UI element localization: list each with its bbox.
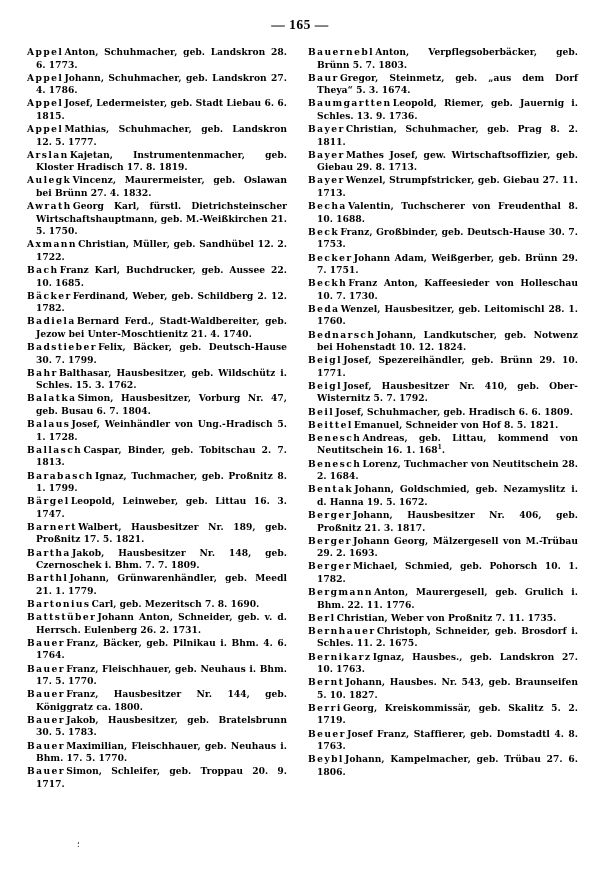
entry-surname: Battstüber (27, 612, 97, 624)
index-entry (308, 729, 578, 754)
index-entry (27, 201, 287, 239)
index-entry (27, 47, 287, 72)
entry-surname: Berger (308, 509, 352, 521)
index-entry (27, 175, 287, 200)
entry-details: Wenzel, Strumpfstricker, geb. Giebau 27. 11. 1713. (317, 175, 578, 199)
entry-details: Carl, geb. Mezeritsch 7. 8. 1690. (91, 598, 260, 610)
entry-details: Maximilian, Fleischhauer, geb. Neuhaus i. Bhm. 17. 5. 1770. (36, 740, 287, 765)
entry-details: Georg Karl, fürstl. Dietrichsteinscher Wirtschaftshauptmann, geb. M.-Weißkirchen 21. 5. 1750. (36, 201, 287, 238)
entry-surname: Bernhauer (308, 625, 376, 637)
entry-details: Johann, Goldschmied, geb. Nezamyslitz i. d. Hanna 19. 5. 1672. (317, 484, 578, 508)
entry-details: Mathes Josef, gew. Wirtschaftsoffizier, geb. Giebau 29. 8. 1713. (317, 149, 578, 174)
entry-surname: Beda (308, 303, 340, 315)
entry-surname: Appel (27, 98, 64, 110)
entry-surname: Badiela (27, 316, 76, 328)
entry-details: Johann Anton, Schneider, geb. v. d. Herrsch. Eulenberg 26. 2. 1731. (36, 612, 287, 636)
entry-details: Josef, Ledermeister, geb. Stadt Liebau 6. 6. 1815. (36, 98, 287, 122)
entry-details: Franz, Großbinder, geb. Deutsch-Hause 30. 7. 1753. (317, 226, 578, 251)
index-entry (308, 304, 578, 329)
index-entry: BeneschAndreas, geb. Littau, kommend von Neutitschein 16. 1. $168^1$. (308, 432, 578, 457)
index-entry (27, 98, 287, 123)
entry-surname: Bärgel (27, 496, 70, 508)
index-entry (308, 652, 578, 677)
entry-details: Franz, Hausbesitzer Nr. 144, geb. Königgratz ca. 1800. (36, 689, 287, 713)
entry-details: Bernard Ferd., Stadt-Waldbereiter, geb. Jezow bei Unter-Moschtienitz 21. 4. 1740. (36, 316, 287, 340)
entry-details: Felix, Bäcker, geb. Deutsch-Hause 30. 7. 1799. (36, 342, 287, 366)
index-entry (308, 278, 578, 303)
index-entry (308, 73, 578, 98)
entry-details: Wenzel, Hausbesitzer, geb. Leitomischl 28. 1. 1760. (317, 303, 578, 328)
entry-surname: Berri (308, 702, 342, 714)
index-entry (27, 150, 287, 175)
entry-surname: Baur (308, 72, 339, 84)
entry-surname: Beittel (308, 419, 353, 431)
entry-details: Josef, Spezereihändler, geb. Brünn 29. 10. 1771. (317, 355, 578, 379)
entry-details: Johann, Grünwarenhändler, geb. Meedl 21. 1. 1779. (36, 573, 287, 597)
entry-surname: Beybl (308, 754, 344, 766)
entry-details: Johann, Kampelmacher, geb. Trübau 27. 6. 1806. (317, 754, 578, 778)
index-entry (27, 419, 287, 444)
entry-surname: Bayer (308, 124, 345, 136)
entry-surname: Bayer (308, 149, 345, 161)
entry-details: Christian, Weber von Proßnitz 7. 11. 1735. (336, 612, 557, 624)
entry-details: Christian, Schuhmacher, geb. Prag 8. 2. 1811. (317, 124, 578, 148)
index-entry (27, 573, 287, 598)
entry-details: Ignaz, Hausbes., geb. Landskron 27. 10. 1763. (317, 651, 578, 676)
entry-surname: Benesch (308, 432, 362, 444)
entry-details: Franz, Bäcker, geb. Pilnikau i. Bhm. 4. 6. 1764. (36, 637, 287, 662)
index-entry (27, 715, 287, 740)
entry-surname: Bernikarz (308, 651, 372, 663)
entry-surname: Bäcker (27, 290, 72, 302)
index-entry (308, 677, 578, 702)
entry-details: Josef, Weinhändler von Ung.-Hradisch 5. 1. 1728. (36, 419, 287, 443)
index-entry (308, 420, 578, 433)
entry-surname: Beuer (308, 728, 346, 740)
index-entry (308, 587, 578, 612)
entry-details: Lorenz, Tuchmacher von Neutitschein 28. 2. 1684. (317, 458, 578, 483)
entry-surname: Becha (308, 201, 347, 213)
entry-details: Johann, Schuhmacher, geb. Landskron 27. 4. 1786. (36, 72, 287, 97)
entry-surname: Appel (27, 72, 64, 84)
index-entry (27, 522, 287, 547)
index-entry (308, 407, 578, 420)
print-artifact-mark: ؛ (77, 840, 80, 849)
entry-details: Johann, Landkutscher, geb. Notwenz bei Hohenstadt 10. 12. 1824. (317, 329, 578, 354)
entry-details: Michael, Schmied, geb. Pohorsch 10. 1. 1782. (317, 561, 578, 585)
entry-surname: Benesch (308, 458, 362, 470)
entry-surname: Bentak (308, 484, 354, 496)
entry-surname: Balatka (27, 393, 77, 405)
column-left (0, 47, 300, 792)
index-entry (308, 536, 578, 561)
entry-surname: Baumgartten (308, 98, 392, 110)
entry-surname: Bartonius (27, 598, 91, 610)
entry-surname: Berger (308, 561, 352, 573)
entry-surname: Barabasch (27, 470, 94, 482)
entry-details: Ferdinand, Weber, geb. Schildberg 2. 12. 1782. (36, 290, 287, 315)
entry-surname: Arslan (27, 149, 69, 161)
entry-details: Johann Adam, Weißgerber, geb. Brünn 29. 7. 1751. (317, 252, 578, 277)
entry-details: Kajetan, Instrumentenmacher, geb. Kloster Hradisch 17. 8. 1819. (36, 149, 287, 174)
index-entry (308, 626, 578, 651)
entry-details: Jakob, Hausbesitzer Nr. 148, geb. Czernoschek i. Bhm. 7. 7. 1809. (36, 547, 287, 572)
page-header: — 165 — (271, 17, 329, 32)
entry-details: Ignaz, Tuchmacher, geb. Proßnitz 8. 1. 1799. (36, 470, 287, 495)
index-entry (308, 510, 578, 535)
index-entry (27, 445, 287, 470)
entry-surname: Beigl (308, 355, 342, 367)
entry-surname: Bauer (27, 663, 66, 675)
entry-details: Emanuel, Schneider von Hof 8. 5. 1821. (353, 419, 559, 431)
entry-details: Franz, Fleischhauer, geb. Neuhaus i. Bhm. 17. 5. 1770. (36, 663, 287, 688)
index-entry (308, 175, 578, 200)
entry-details: Josef, Hausbesitzer Nr. 410, geb. Ober-Wisternitz 5. 7. 1792. (317, 380, 578, 405)
entry-details: Johann Georg, Mälzergesell von M.-Trübau 29. 2. 1693. (317, 535, 578, 560)
entry-surname: Bayer (308, 175, 345, 187)
index-entry (308, 330, 578, 355)
index-entry (308, 381, 578, 406)
entry-details: Franz Karl, Buchdrucker, geb. Aussee 22. 10. 1685. (36, 265, 287, 289)
index-entry (308, 201, 578, 226)
index-entry (308, 561, 578, 586)
entry-details: Caspar, Binder, geb. Tobitschau 2. 7. 1813. (36, 444, 287, 469)
index-entry (27, 548, 287, 573)
entry-surname: Aulegk (27, 175, 72, 187)
entry-surname: Bach (27, 265, 59, 277)
entry-surname: Berl (308, 612, 336, 624)
entry-details: Anton, Schuhmacher, geb. Landskron 28. 6. 1773. (36, 47, 287, 71)
index-entry (308, 484, 578, 509)
entry-details: Jakob, Hausbesitzer, geb. Bratelsbrunn 30. 5. 1783. (36, 714, 287, 739)
entry-surname: Becker (308, 252, 353, 264)
entry-surname: Bergmann (308, 587, 373, 599)
index-entry (308, 150, 578, 175)
entry-surname: Bauer (27, 714, 66, 726)
column-right (300, 47, 600, 780)
index-entry (27, 291, 287, 316)
entry-surname: Bednarsch (308, 329, 376, 341)
index-entry (27, 393, 287, 418)
entry-details: Anton, Verpflegsoberbäcker, geb. Brünn 5. 7. 1803. (317, 47, 578, 71)
index-entry (27, 638, 287, 663)
entry-surname: Appel (27, 47, 64, 58)
entry-surname: Beckh (308, 278, 348, 290)
entry-details: Andreas, geb. Littau, kommend von Neutitschein 16. 1. 168 (317, 432, 578, 457)
index-entry (27, 471, 287, 496)
entry-details: Simon, Hausbesitzer, Vorburg Nr. 47, geb. Busau 6. 7. 1804. (36, 393, 287, 418)
index-entry (27, 689, 287, 714)
entry-surname: Bauernebl (308, 47, 375, 58)
index-entry (27, 124, 287, 149)
entry-surname: Badstieber (27, 342, 97, 354)
index-entry (308, 459, 578, 484)
entry-surname: Bauer (27, 689, 66, 701)
index-entry (27, 612, 287, 637)
entry-surname: Beck (308, 226, 340, 238)
entry-details: Valentin, Tuchscherer von Freudenthal 8. 10. 1688. (317, 201, 578, 225)
index-entry (27, 316, 287, 341)
entry-surname: Bernt (308, 677, 345, 689)
index-entry (27, 496, 287, 521)
index-entry (27, 599, 287, 612)
entry-details: Franz Anton, Kaffeesieder von Holleschau 10. 7. 1730. (317, 278, 578, 302)
entry-details: Johann, Hausbesitzer Nr. 406, geb. Proßnitz 21. 3. 1817. (317, 509, 578, 534)
index-entry (27, 265, 287, 290)
entry-details: Johann, Hausbes. Nr. 543, geb. Braunseifen 5. 10. 1827. (317, 677, 578, 701)
entry-surname: Barnert (27, 521, 77, 533)
index-entry (308, 98, 578, 123)
entry-surname: Bauer (27, 637, 66, 649)
index-entry (27, 73, 287, 98)
entry-details: Gregor, Steinmetz, geb. „aus dem Dorf Theya“ 5. 3. 1674. (317, 72, 578, 97)
entry-surname: Beil (308, 406, 335, 418)
index-entry (308, 703, 578, 728)
entry-surname: Awrath (27, 201, 72, 213)
entry-details: Josef Franz, Staffierer, geb. Domstadtl 4. 8. 1763. (317, 728, 578, 753)
entry-surname: Axmann (27, 239, 77, 251)
entry-details: Leopold, Riemer, geb. Jauernig i. Schles. 13. 9. 1736. (317, 98, 578, 122)
entry-footnote-marker: 1 (437, 444, 442, 452)
index-entry (308, 47, 578, 72)
entry-surname: Bauer (27, 740, 66, 752)
entry-details: Georg, Kreiskommissär, geb. Skalitz 5. 2. 1719. (317, 702, 578, 727)
index-entry (27, 664, 287, 689)
index-entry (27, 741, 287, 766)
entry-details: Christoph, Schneider, geb. Brosdorf i. Schles. 11. 2. 1675. (317, 625, 578, 650)
entry-surname: Ballasch (27, 444, 83, 456)
entry-details: Anton, Maurergesell, geb. Grulich i. Bhm. 22. 11. 1776. (317, 587, 578, 611)
index-entry (308, 253, 578, 278)
index-entry (27, 239, 287, 264)
entry-details: Christian, Müller, geb. Sandhübel 12. 2. 1722. (36, 239, 287, 263)
entry-surname: Appel (27, 124, 64, 136)
entry-details: Walbert, Hausbesitzer Nr. 189, geb. Proßnitz 17. 5. 1821. (36, 521, 287, 546)
index-entry (308, 355, 578, 380)
entry-surname: Bartha (27, 547, 71, 559)
index-entry (308, 227, 578, 252)
entry-details: Simon, Schleifer, geb. Troppau 20. 9. 1717. (36, 766, 287, 790)
entry-details: Vincenz, Maurermeister, geb. Oslawan bei Brünn 27. 4. 1832. (36, 175, 287, 199)
entry-surname: Bahr (27, 367, 58, 379)
index-entry (308, 754, 578, 779)
entry-details: Mathias, Schuhmacher, geb. Landskron 12. 5. 1777. (36, 124, 287, 148)
entry-surname: Barthl (27, 573, 69, 585)
entry-details: Leopold, Leinweber, geb. Littau 16. 3. 1747. (36, 496, 287, 520)
index-entry (27, 342, 287, 367)
entry-surname: Bauer (27, 766, 66, 778)
index-entry (27, 368, 287, 393)
index-entry (308, 613, 578, 626)
entry-surname: Berger (308, 535, 352, 547)
entry-surname: Beigl (308, 380, 342, 392)
index-entry (308, 124, 578, 149)
entry-details: Balthasar, Hausbesitzer, geb. Wildschütz i. Schles. 15. 3. 1762. (36, 367, 287, 392)
entry-surname: Balaus (27, 419, 71, 431)
two-column-body (0, 47, 600, 792)
entry-details: Josef, Schuhmacher, geb. Hradisch 6. 6. 1809. (335, 406, 573, 418)
index-entry (27, 766, 287, 791)
